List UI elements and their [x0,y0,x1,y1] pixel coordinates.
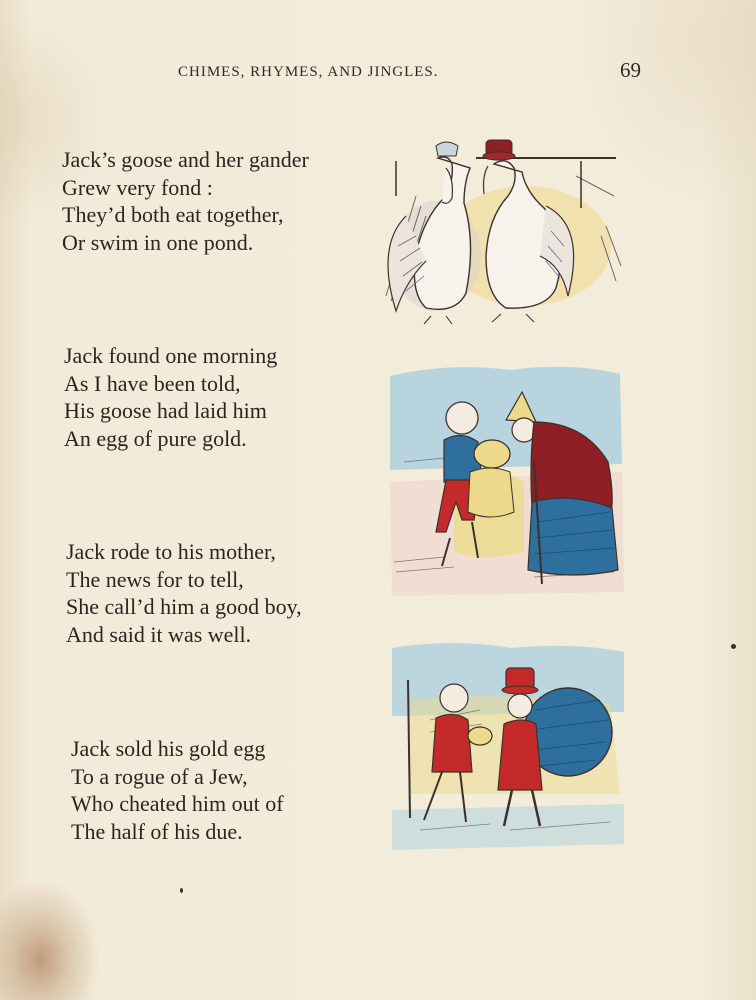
verse-line: As I have been told, [64,370,241,396]
verse-line: They’d both eat together, [62,202,284,227]
goose-and-gander-illustration [376,136,624,330]
stanza-4 [71,735,284,845]
ink-speck [731,644,736,649]
stanza-3 [66,538,302,648]
jack-golden-egg-illustration [384,362,626,598]
verse-line: Jack sold his gold egg [71,736,266,761]
stanza-1 [62,146,309,256]
verse-line: She call’d him a good boy, [66,594,302,619]
verse-line: Who cheated him out of [71,791,284,816]
verse-line: And said it was well. [66,621,252,647]
ink-speck [180,888,183,893]
verse-line: Jack found one morning [64,343,278,368]
verse-line: The news for to tell, [66,566,244,592]
verse-line: Grew very fond : [62,174,213,200]
verse-line: His goose had laid him [64,398,267,423]
verse-line: An egg of pure gold. [64,425,247,451]
running-head: CHIMES, RHYMES, AND JINGLES. [178,64,439,80]
verse-line: To a rogue of a Jew, [71,763,248,789]
jack-and-rogue-illustration [390,640,626,852]
verse-line: The half of his due. [71,818,243,844]
page-number: 69 [620,58,641,82]
verse-line: Jack rode to his mother, [66,539,276,564]
stanza-2 [64,342,277,452]
verse-line: Jack’s goose and her gander [62,147,309,172]
verse-line: Or swim in one pond. [62,229,254,255]
